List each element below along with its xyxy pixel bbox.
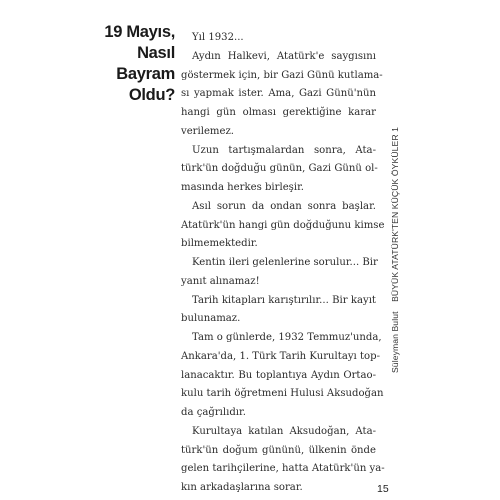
running-head-author: Süleyman Bulut [390,311,400,374]
body-line: bulunamaz. [181,313,241,325]
body-line: türk'ün doğduğu günün, Gazi Günü ol- [181,163,378,175]
body-line: Tarih kitapları karıştırılır... Bir kayıt [192,294,376,306]
body-line: Aydın Halkevi, Atatürk'e saygısını [192,50,376,62]
body-line: Kentin ileri gelenlerine sorulur... Bir [192,257,378,268]
body-line: Tam o günlerde, 1932 Temmuz'unda, [192,332,382,343]
body-line: bilmemektedir. [181,238,258,250]
body-line: Ankara'da, 1. Türk Tarih Kurultayı top- [181,350,380,362]
body-line: kın arkadaşlarına sorar. [181,482,303,493]
body-line: kulu tarih öğretmeni Hulusi Aksudoğan [181,388,384,400]
body-line: da çağrılıdır. [181,407,246,418]
body-line: hangi gün olması gerektiğine karar [181,107,376,118]
body-line: yanıt alınamaz! [181,275,260,287]
body-line: türk'ün doğum gününü, ülkenin önde [181,444,376,456]
body-line: Asıl sorun da ondan sonra başlar. [192,200,376,212]
chapter-title-line: Bayram [116,65,175,83]
page-number: 15 [377,483,389,495]
body-line: masında herkes birleşir. [181,182,305,193]
chapter-title-line: Nasıl [137,44,175,62]
body-line: sı yapmak ister. Ama, Gazi Günü'nün [181,88,376,100]
body-line: Yıl 1932... [192,32,244,43]
chapter-title [95,22,175,106]
body-line: lanacaktır. Bu toplantıya Aydın Ortao- [181,369,376,381]
body-line: Atatürk'ün hangi gün doğduğunu kimse [181,219,385,231]
body-line: verilemez. [181,125,235,137]
body-line: Uzun tartışmalardan sonra, Ata- [192,144,376,156]
running-head [390,127,400,373]
chapter-title-line: 19 Mayıs, [104,23,175,41]
body-line: göstermek için, bir Gazi Günü kutlama- [181,69,383,81]
body-line: gelen tarihçilerine, hatta Atatürk'ün ya- [181,463,385,475]
body-line: Kurultaya katılan Aksudoğan, Ata- [192,425,376,437]
chapter-title-line: Oldu? [128,86,175,104]
running-head-book-title: BÜYÜK ATATÜRK'TEN KÜÇÜK ÖYKÜLER 1 [390,126,400,302]
